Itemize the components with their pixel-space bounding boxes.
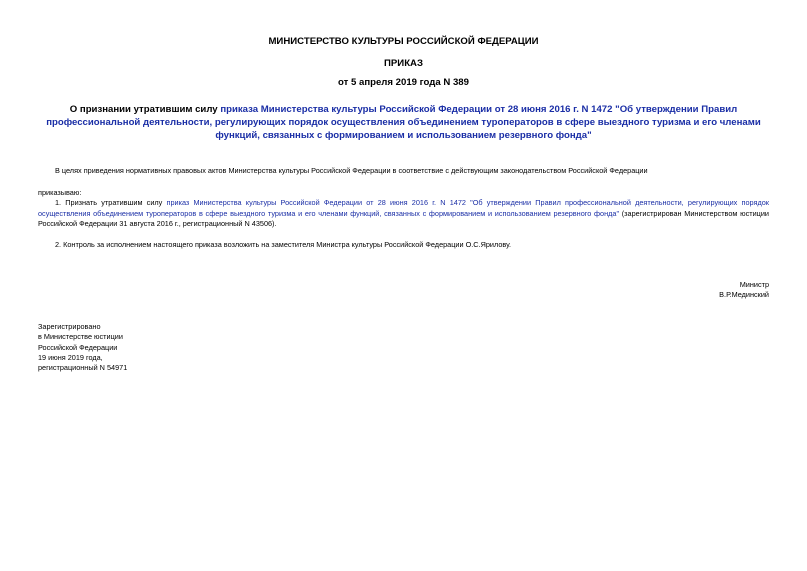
- registration-line: в Министерстве юстиции: [38, 332, 123, 342]
- registration-line: Зарегистрировано: [38, 322, 101, 331]
- registration-block: [38, 322, 127, 373]
- registration-line: регистрационный N 54971: [38, 363, 128, 373]
- signatory-position: Министр: [739, 280, 769, 289]
- preamble-text: В целях приведения нормативных правовых актов Министерства культуры Российской Федерации в соответствие с действующим законодательством Российской Федерации: [55, 166, 648, 175]
- paragraph-item-2: 2. Контроль за исполнением настоящего приказа возложить на заместителя Министра культуры Российской Федерации О.С.Ярилову.: [55, 240, 512, 249]
- order-date-number: от 5 апреля 2019 года N 389: [338, 77, 469, 88]
- registration-line: 19 июня 2019 года,: [38, 352, 103, 362]
- item-1-prefix: 1. Признать утратившим силу: [55, 198, 167, 207]
- document-type-heading: ПРИКАЗ: [384, 58, 423, 69]
- order-title-prefix: О признании утратившим силу: [69, 104, 221, 115]
- repealed-order-title-link[interactable]: приказа Министерства культуры Российской Федерации от 28 июня 2016 г. N 1472 "Об утверждении Правил профессиональной деятельности, регулирующих порядок осуществления объединением туроператоров в сфере выездного туризма и его членами функций, связанных с формированием и использованием резервного фонда": [46, 104, 761, 141]
- order-title: [38, 103, 769, 142]
- item-1-suffix: (зарегистрирован Министерством юстиции Российской Федерации 31 августа 2016 г., регистрационный N 43506).: [38, 208, 769, 228]
- paragraph-item-1: [38, 198, 769, 230]
- registration-line: Российской Федерации: [38, 342, 118, 352]
- ministry-heading: МИНИСТЕРСТВО КУЛЬТУРЫ РОССИЙСКОЙ ФЕДЕРАЦИИ: [268, 36, 539, 47]
- signatory-name: В.Р.Мединский: [719, 290, 769, 299]
- order-word: приказываю:: [38, 188, 82, 197]
- repealed-order-link[interactable]: приказ Министерства культуры Российской Федерации от 28 июня 2016 г. N 1472 "Об утверждении Правил профессиональной деятельности, регулирующих порядок осуществления объединением туроператоров в сфере выездного туризма и его членами функций, связанных с формированием и использованием резервного фонда": [38, 198, 769, 218]
